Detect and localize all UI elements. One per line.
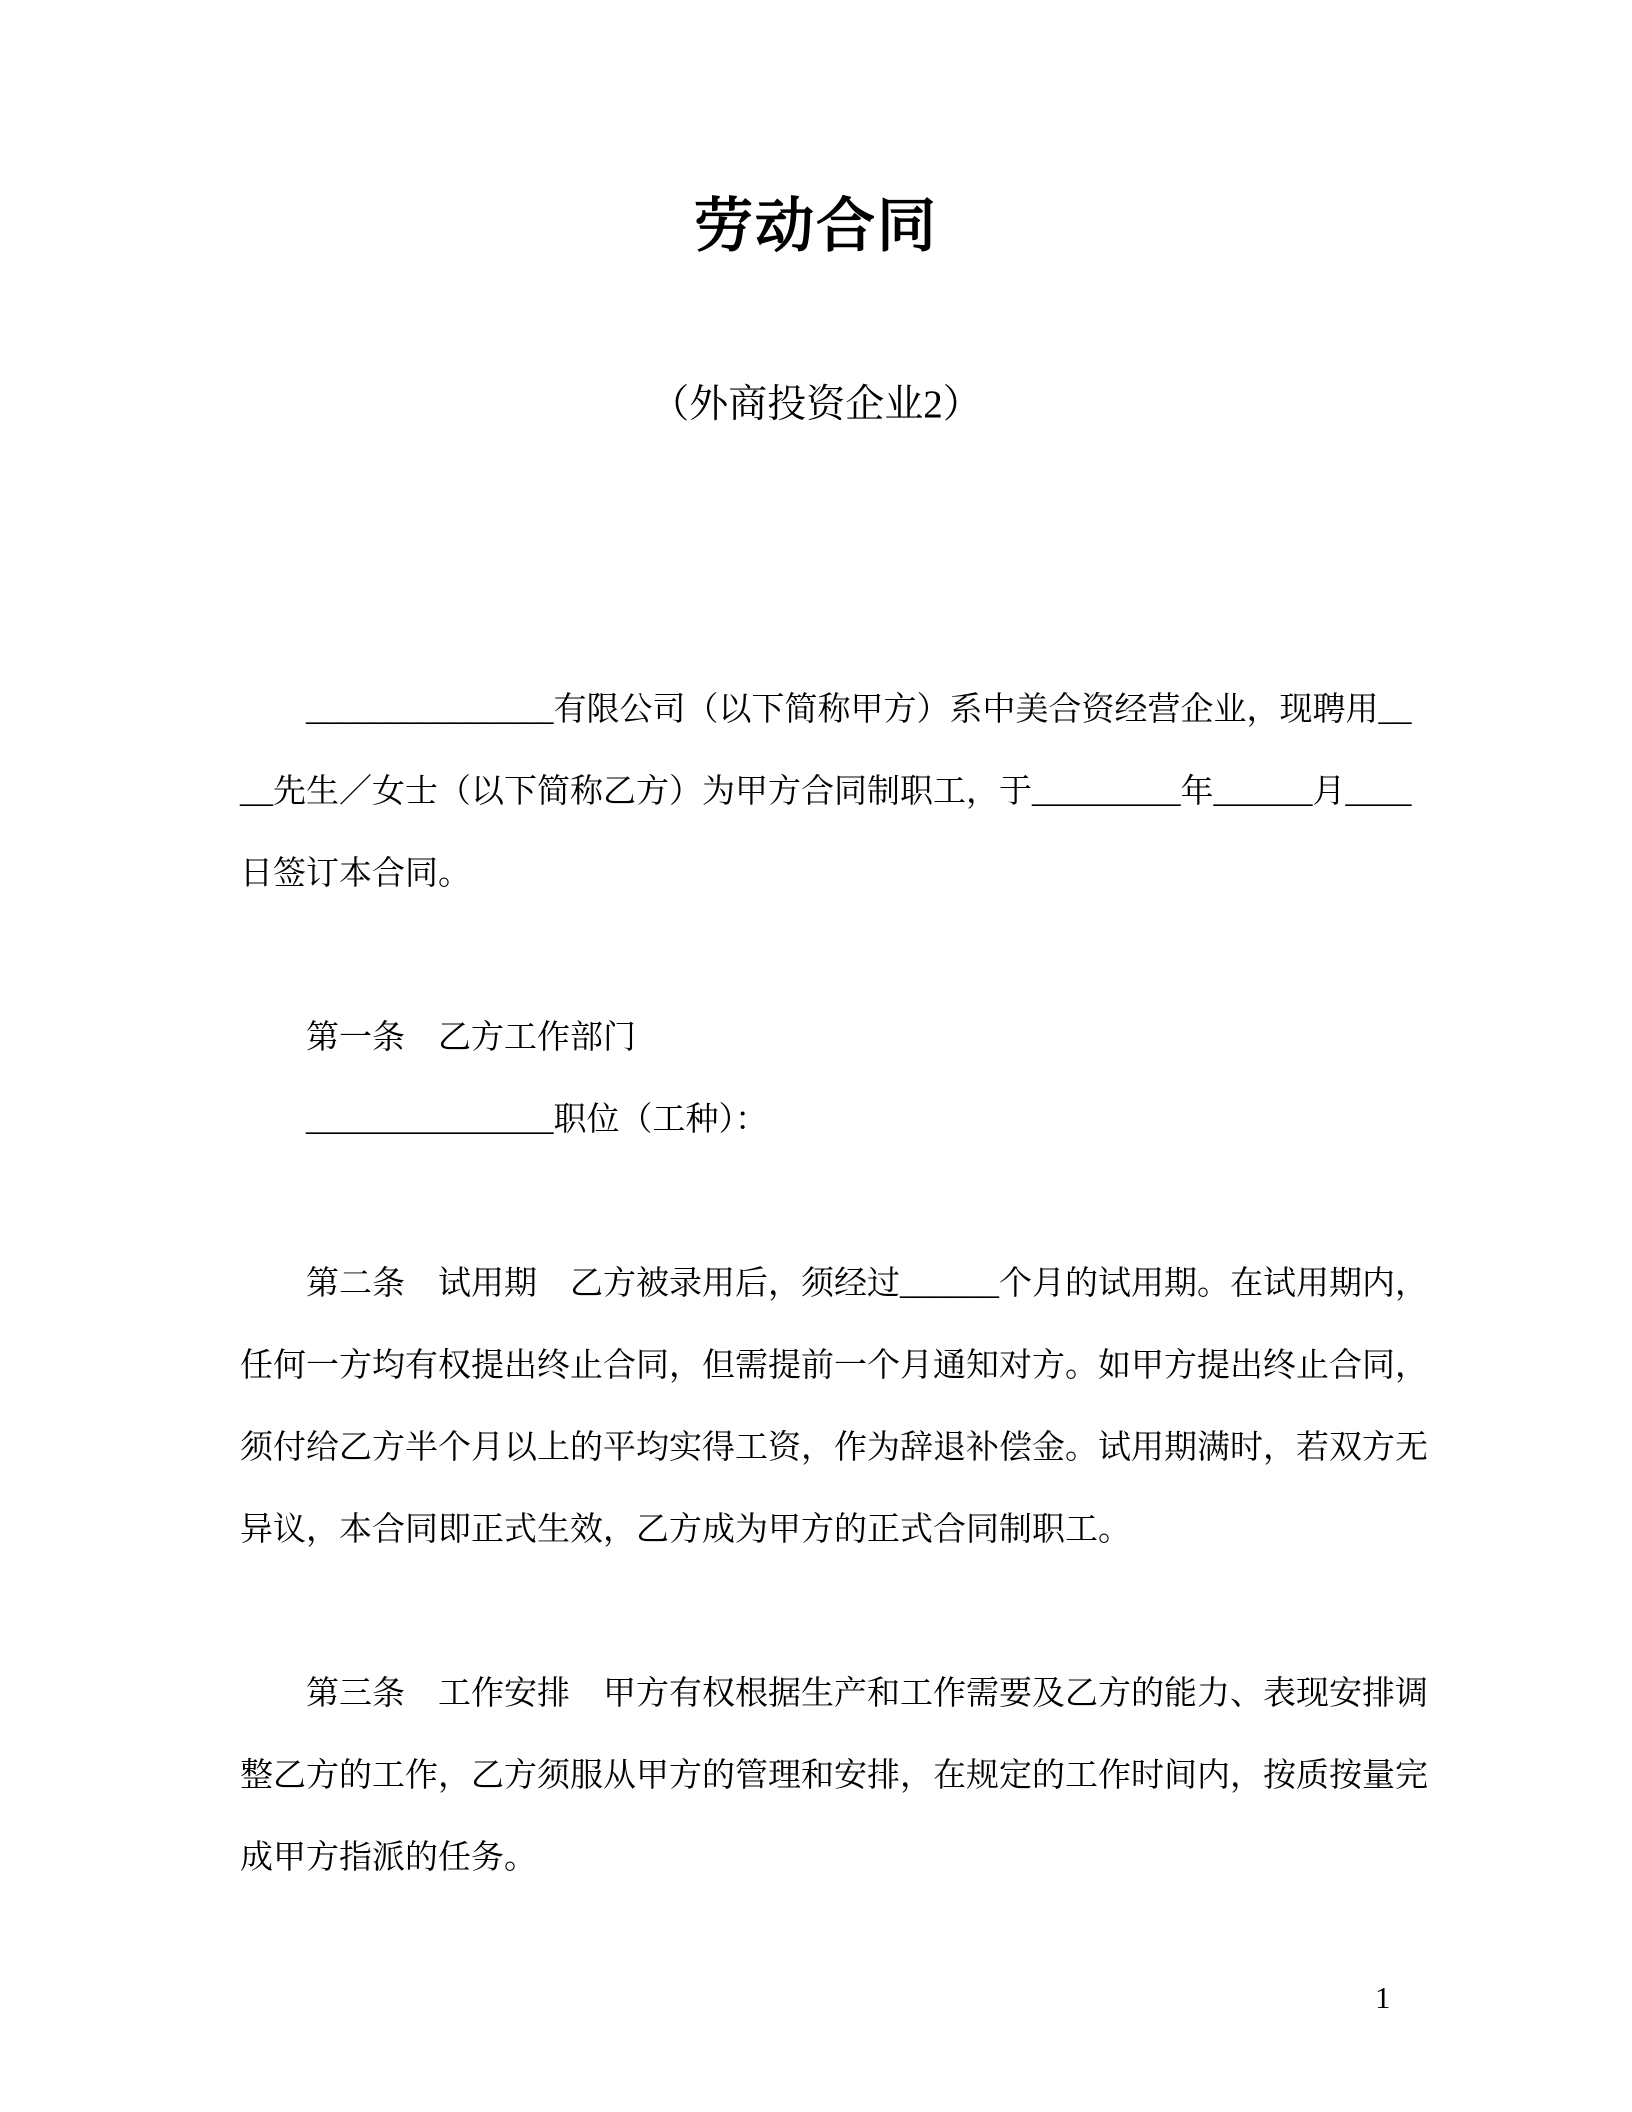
page-number: 1	[1375, 1980, 1391, 2015]
paragraph-article-2-line: 异议，本合同即正式生效，乙方成为甲方的正式合同制职工。	[240, 1512, 1131, 1548]
paragraph-intro-line: __先生／女士（以下简称乙方）为甲方合同制职工，于_________年______月____	[240, 774, 1412, 810]
paragraph-article-1	[240, 997, 1417, 1161]
document-body	[0, 669, 1632, 1899]
paragraph-intro	[240, 669, 1417, 915]
paragraph-intro-line: _______________有限公司（以下简称甲方）系中美合资经营企业，现聘用__	[306, 692, 1412, 728]
document-title: 劳动合同	[693, 193, 938, 259]
paragraph-article-2-line: 任何一方均有权提出终止合同，但需提前一个月通知对方。如甲方提出终止合同，	[240, 1348, 1428, 1384]
paragraph-article-3-line: 整乙方的工作，乙方须服从甲方的管理和安排，在规定的工作时间内，按质按量完	[240, 1758, 1428, 1794]
document-subtitle: （外商投资企业2）	[650, 383, 982, 426]
paragraph-article-2	[240, 1243, 1428, 1571]
paragraph-intro-line: 日签订本合同。	[240, 856, 471, 892]
paragraph-article-3	[240, 1653, 1428, 1899]
paragraph-article-3-line: 成甲方指派的任务。	[240, 1840, 537, 1876]
paragraph-article-1-line: _______________职位（工种）：	[306, 1102, 768, 1138]
paragraph-article-2-line: 第二条 试用期 乙方被录用后，须经过______个月的试用期。在试用期内，	[306, 1266, 1428, 1302]
paragraph-article-2-line: 须付给乙方半个月以上的平均实得工资，作为辞退补偿金。试用期满时，若双方无	[240, 1430, 1428, 1466]
paragraph-article-3-line: 第三条 工作安排 甲方有权根据生产和工作需要及乙方的能力、表现安排调	[306, 1676, 1428, 1712]
paragraph-article-1-line: 第一条 乙方工作部门	[306, 1020, 636, 1056]
